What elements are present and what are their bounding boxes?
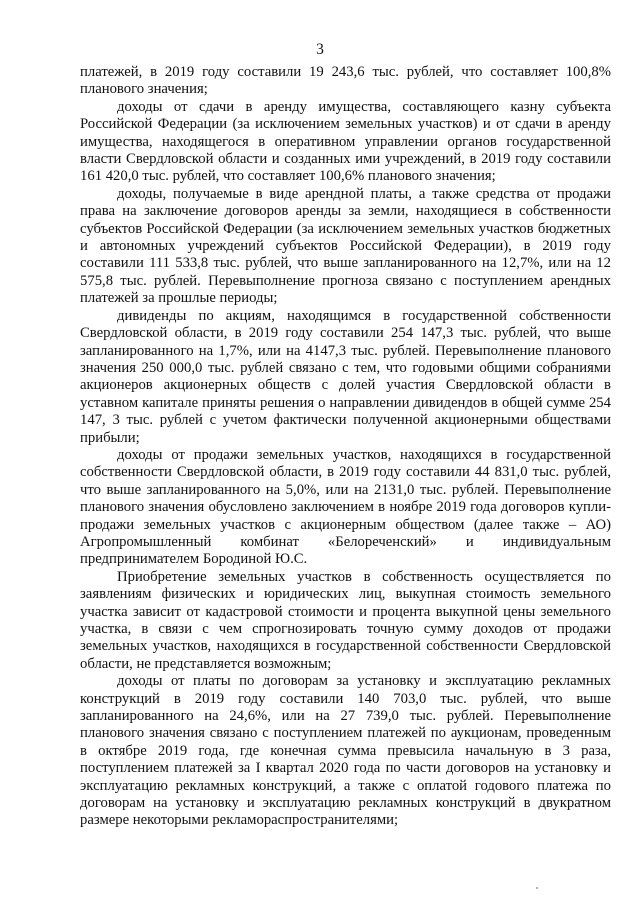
paragraph-land-lease-income: доходы, получаемые в виде арендной платы, а также средства от продажи права на заключение договоров аренды за земли, находящиеся в собственности субъектов Российской Федерации (за исключением земельных участков бюджетных и автономных учреждений субъектов Российской Федерации), в 2019 году составили 111 533,8 тыс. рублей, что выше запланированного на 12,7%, или на 12 575,8 тыс. рублей. Перевыполнение прогноза связано с поступлением арендных платежей за прошлые периоды; [80, 185, 611, 307]
document-body [80, 64, 611, 830]
paragraph-land-sale-income: доходы от продажи земельных участков, находящихся в государственной собственности Свердловской области, в 2019 году составили 44 831,0 тыс. рублей, что выше запланированного на 5,0%, или на 2131,0 тыс. рублей. Перевыполнение планового значения обусловлено заключением в ноябре 2019 года договоров купли-продажи земельных участков с акционерным обществом (далее также – АО) Агропромышленный комбинат «Белореченский» и индивидуальным предпринимателем Бородиной Ю.С. [80, 446, 611, 568]
paragraph-advertising-income: доходы от платы по договорам за установку и эксплуатацию рекламных конструкций в 2019 году составили 140 703,0 тыс. рублей, что выше запланированного на 24,6%, или на 27 739,0 тыс. рублей. Перевыполнение планового значения связано с поступлением платежей по аукционам, проведенным в октябре 2019 года, где конечная сумма превысила начальную в 3 раза, поступлением платежей за I квартал 2020 года по части договоров на установку и эксплуатацию рекламных конструкций, а также с оплатой годового платежа по договорам на установку и эксплуатацию рекламных конструкций в двукратном размере некоторыми рекламораспространителями; [80, 673, 611, 829]
paragraph-rent-property-income: доходы от сдачи в аренду имущества, составляющего казну субъекта Российской Федерации (за исключением земельных участков) и от сдачи в аренду имущества, находящегося в оперативном управлении органов государственной власти Свердловской области и созданных ими учреждений, в 2019 году составили 161 420,0 тыс. рублей, что составляет 100,6% планового значения; [80, 98, 611, 185]
paragraph-land-acquisition: Приобретение земельных участков в собственность осуществляется по заявлениям физических и юридических лиц, выкупная стоимость земельного участка зависит от кадастровой стоимости и процента выкупной цены земельного участка, в связи с чем спрогнозировать точную сумму доходов от продажи земельных участков, находящихся в государственной собственности Свердловской области, не представляется возможным; [80, 568, 611, 672]
page-number: 3 [316, 41, 324, 58]
paragraph-continuation: платежей, в 2019 году составили 19 243,6 тыс. рублей, что составляет 100,8% планового значения; [80, 64, 611, 98]
paragraph-share-dividends: дивиденды по акциям, находящимся в государственной собственности Свердловской области, в 2019 году составили 254 147,3 тыс. рублей, что выше запланированного на 1,7%, или на 4147,3 тыс. рублей. Перевыполнение планового значения 250 000,0 тыс. рублей связано с тем, что годовыми общими собраниями акционеров акционерных обществ с долей участия Свердловской области в уставном капитале приняты решения о направлении дивидендов в общей сумме 254 147, 3 тыс. рублей с учетом фактически полученной акционерными обществами прибыли; [80, 307, 611, 446]
scan-artifact-dot [536, 887, 538, 889]
